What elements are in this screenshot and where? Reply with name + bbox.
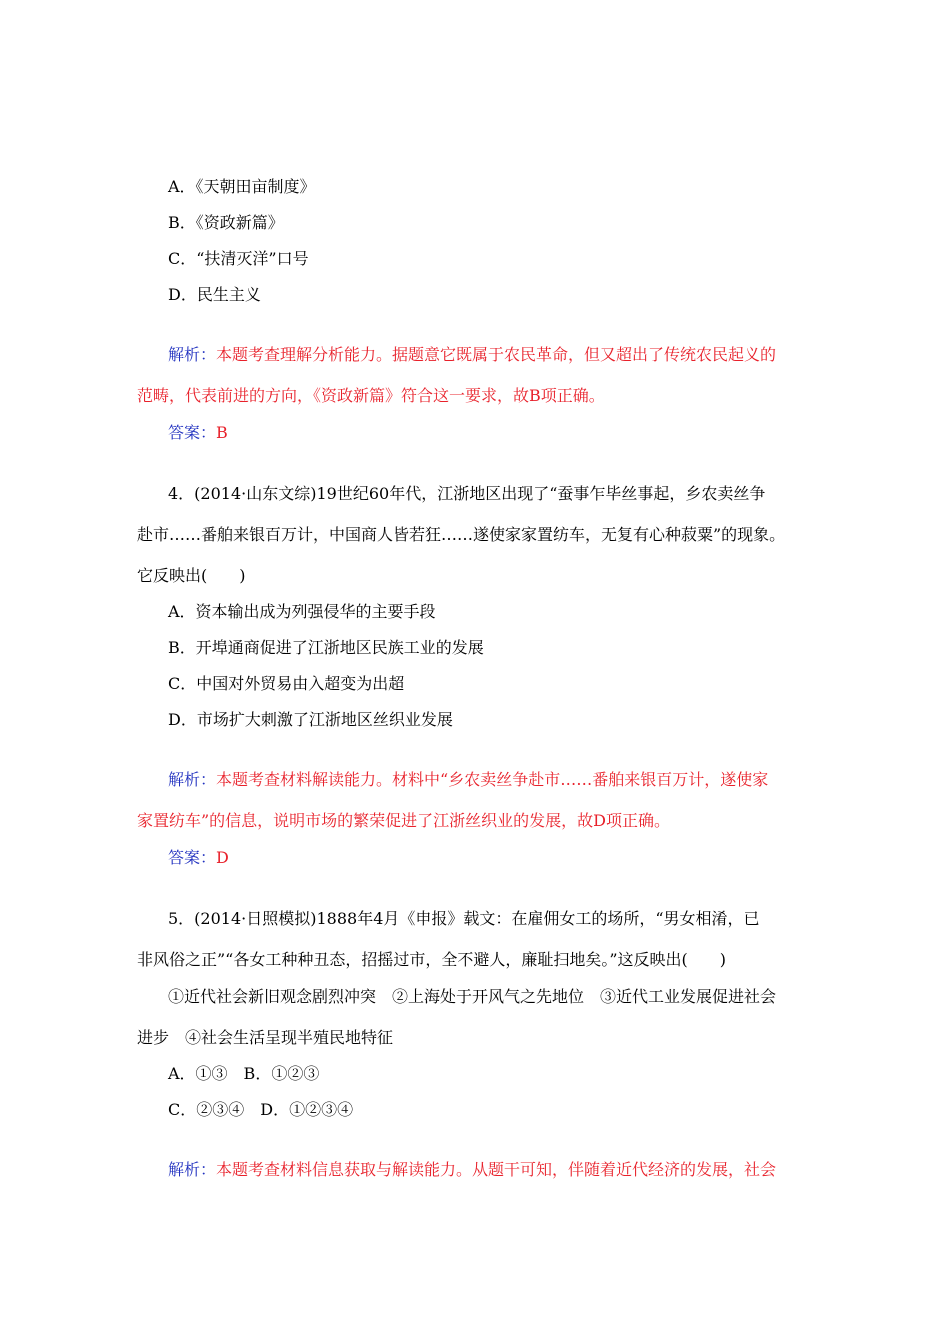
q3-option-c: C．“扶清灭洋”口号 <box>168 249 309 268</box>
q3-analysis-text1: 本题考查理解分析能力。据题意它既属于农民革命，但又超出了传统农民起义的 <box>216 345 777 364</box>
q5-items-line2: 进步 ④社会生活呈现半殖民地特征 <box>137 1028 394 1047</box>
q4-analysis-text1: 本题考查材料解读能力。材料中“乡农卖丝争赴市……番舶来银百万计，遂使家 <box>216 770 769 789</box>
q4-analysis-label: 解析： <box>168 770 217 789</box>
q5-analysis-line1 <box>168 1159 776 1181</box>
q4-option-a: A．资本输出成为列强侵华的主要手段 <box>168 602 436 621</box>
q4-stem-line1: 4．(2014·山东文综)19世纪60年代，江浙地区出现了“蚕事乍毕丝事起，乡农卖丝争 <box>168 484 766 503</box>
q4-analysis-line2: 家置纺车”的信息，说明市场的繁荣促进了江浙丝织业的发展，故D项正确。 <box>137 811 671 830</box>
q3-answer-value: B <box>216 423 228 442</box>
q5-stem-line2: 非风俗之正”“各女工种种丑态，招摇过市，全不避人，廉耻扫地矣。”这反映出( ) <box>137 950 727 969</box>
q5-options-line1: A．①③ B．①②③ <box>168 1064 320 1083</box>
q3-answer <box>168 422 228 444</box>
q3-option-b: B．《资政新篇》 <box>168 213 284 232</box>
q4-option-d: D．市场扩大刺激了江浙地区丝织业发展 <box>168 710 453 729</box>
q3-option-a: A．《天朝田亩制度》 <box>168 177 316 196</box>
q4-option-b: B．开埠通商促进了江浙地区民族工业的发展 <box>168 638 484 657</box>
q3-analysis-line1 <box>168 344 776 366</box>
q5-analysis-text1: 本题考查材料信息获取与解读能力。从题干可知，伴随着近代经济的发展，社会 <box>216 1160 777 1179</box>
q4-answer-label: 答案： <box>168 848 217 867</box>
q4-analysis-line1 <box>168 769 768 791</box>
q4-answer-value: D <box>216 848 229 867</box>
q3-option-d: D．民生主义 <box>168 285 261 304</box>
q4-stem-line3: 它反映出( ) <box>137 566 246 585</box>
q5-options-line2: C．②③④ D．①②③④ <box>168 1100 354 1119</box>
q3-analysis-label: 解析： <box>168 345 217 364</box>
q5-analysis-label: 解析： <box>168 1160 217 1179</box>
q5-stem-line1: 5．(2014·日照模拟)1888年4月《申报》载文：在雇佣女工的场所，“男女相淆，已 <box>168 909 760 928</box>
q4-option-c: C．中国对外贸易由入超变为出超 <box>168 674 405 693</box>
q4-answer <box>168 847 229 869</box>
q5-items-line1: ①近代社会新旧观念剧烈冲突 ②上海处于开风气之先地位 ③近代工业发展促进社会 <box>168 987 777 1006</box>
q3-answer-label: 答案： <box>168 423 217 442</box>
q3-analysis-line2: 范畴，代表前进的方向，《资政新篇》符合这一要求，故B项正确。 <box>137 386 605 405</box>
q4-stem-line2: 赴市……番舶来银百万计，中国商人皆若狂……遂使家家置纺车，无复有心种菽粟”的现象。 <box>137 525 786 544</box>
